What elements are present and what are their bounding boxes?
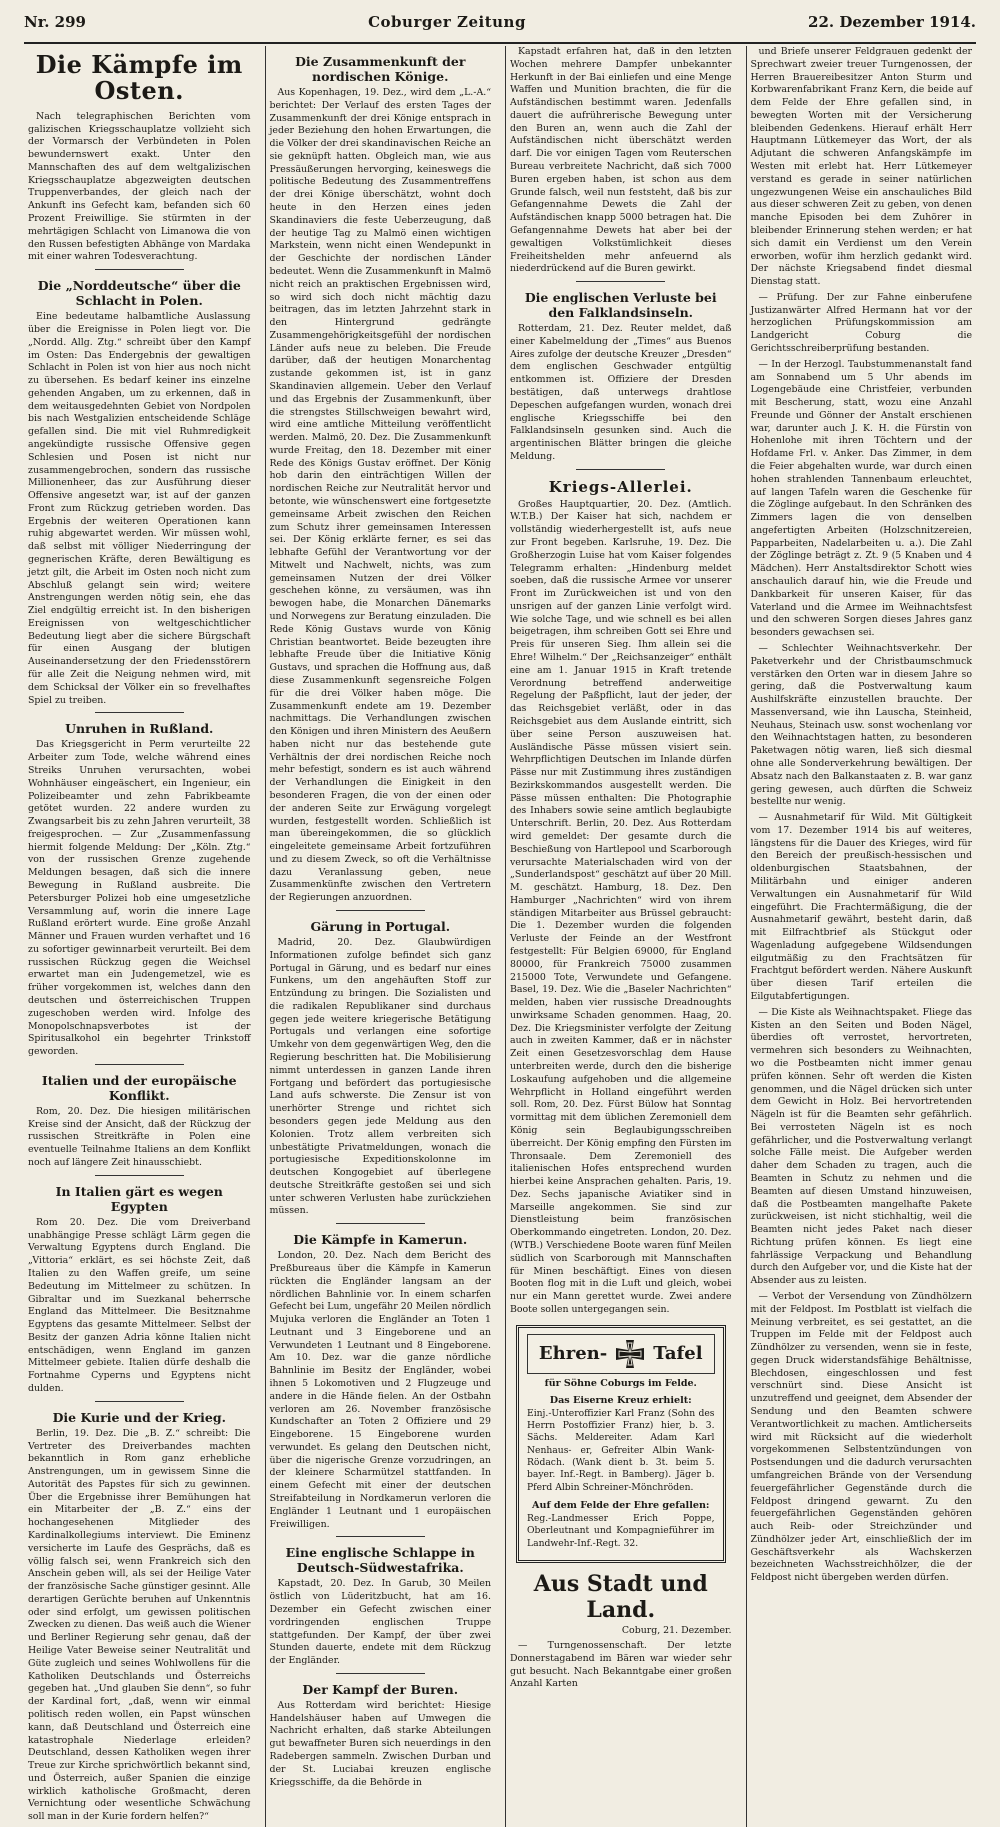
article-text: — Verbot der Versendung von Zündhölzern mit der Feldpost. Im Postblatt ist vielfach die Meinung verbreitet, es sei gestattet, an die Truppen im Felde mit der Feldpost auch Zündhölzer zu versenden, wenn sie in feste, gegen Druck widerstandsfähige Behältnisse, Blechdosen, eingeschlossen und fest verschnürt sind. Diese Ansicht ist unzutreffend und geeignet, dem Absender der Sendung und den Beamten schwere Verantwortlichkeit zu machen. Amtlicherseits wird mit Rücksicht auf die wiederholt vorgekommenen Selbstentzündungen von Postsendungen und die dadurch verursachten umfangreichen Brände von der Versendung feuergefährlicher Gegenstände durch die Feldpost dringend gewarnt. Zu den feuergefährlichen Gegenständen gehören auch Reib- oder Streichzünder und Zündhölzer jeder Art, einschließlich der im Geschäftsverkehr als Wachskerzen bezeichneten Wachsstreichhölzer, die der Feldpost nicht übergeben werden dürfen. — [750, 1291, 972, 1584]
banner-word-right: Tafel — [653, 1343, 703, 1365]
divider — [95, 1175, 184, 1176]
honor-roll-banner — [527, 1334, 715, 1374]
divider — [336, 1536, 425, 1537]
article-heading: Die Kurie und der Krieg. — [52, 1409, 226, 1425]
article-text: London, 20. Dez. Nach dem Bericht des Preßbureaus über die Kämpfe in Kamerun rückten die Engländer langsam an der nördlichen Bahnlinie vor. In einem scharfen Gefecht bei Lum, ungefähr 20 Meilen nördlich Mujuka verloren die Engländer an Toten 1 Leutnant und 3 Eingeborene und an Verwundeten 1 Leutnant und 8 Eingeborene. Am 10. Dez. war die ganze nördliche Bahnlinie im Besitz der Engländer, wobei ihnen 5 Lokomotiven und 2 Flugzeuge und andere in die Hände fielen. An der Ostbahn verloren am 26. November französische Kundschafter an Toten 2 Offiziere und 29 Eingeborene. 15 Eingeborene wurden verwundet. Es gelang den Deutschen nicht, über die nigerische Grenze vorzudringen, an der kleinere Scharmützel stattfanden. In einem Gefecht mit einer der deutschen Streifabteilung in Nordkamerun verloren die Engländer 1 Leutnant und 1 europäischen Freiwilligen. — [269, 1250, 491, 1530]
article-heading: Italien und der europäische Konflikt. — [41, 1072, 237, 1103]
local-news-heading: Aus Stadt und Land. — [533, 1570, 708, 1623]
article-text: — Prüfung. Der zur Fahne einberufene Justizanwärter Alfred Hermann hat vor der herzoglichen Prüfungskommission am Landgericht Coburg die Gerichtsschreiberprüfung bestanden. — [750, 291, 972, 354]
honor-roll-box — [516, 1325, 726, 1563]
divider — [336, 910, 425, 911]
column-4 — [746, 46, 977, 1827]
masthead — [24, 2, 976, 44]
divider — [95, 269, 184, 270]
article-heading: Die Kämpfe in Kamerun. — [293, 1232, 468, 1248]
newspaper-columns — [24, 46, 976, 1823]
honor-roll-text: Einj.-Unteroffizier Karl Franz (Sohn des Herrn Postoffizier Franz) hier, b. 3. Sächs. Meldereiter. Adam Karl Nenhaus- er, Gefreiter Albin Wank-Rödach. (Wank dient b. 3t. beim 5. bayer. Inf.-Regt. in Bamberg). Jäger b. Pferd Albin Schreiner-Mönchröden. — [527, 1407, 715, 1493]
article-heading: Die englischen Verluste bei den Falklandsinseln. — [524, 290, 717, 321]
article-text: — Die Kiste als Weihnachtspaket. Fliege das Kisten an den Seiten und Boden Nägel, überdies oft verrostet, hervortreten, vermehren sich besonders zu Weihnachten, wo die Postbeamten nicht immer genau prüfen können. Sehr oft werden die Kisten genommen, und die Nägel drücken sich unter dem Gewicht in Holz. Bei hervortretenden Nägeln ist für die Beamten sehr gefährlich. Bei verrosteten Nägeln ist es noch gefährlicher, und die Postverwaltung verlangt solche Fälle meist. Die Aufgeber werden daher dem Schaden zu tragen, auch die Beamten in Schutz zu nehmen und die Beamten auf diesen Umstand hinzuweisen, daß die Postbeamten mangelhafte Pakete zurückweisen, ist nicht stichhaltig, weil die Beamten nicht jedes Paket nach dieser Richtung prüfen können. Es liegt eine fahrlässige Verpackung und Behandlung durch den Aufgeber vor, und die Kiste hat der Absender aus zu leisten. — [750, 1006, 972, 1287]
article-text: — Schlechter Weihnachtsverkehr. Der Paketverkehr und der Christbaumschmuck verstärken den Orten war in diesem Jahre so gering, daß die Postverwaltung kaum Aushilfskräfte einzustellen brauchte. Der Massenversand, wie ihn Lauscha, Steinheid, Neuhaus, Steinach usw. sonst wochenlang vor den Weihnachtstagen hatten, zu besonderen Paketwagen nötig waren, ließ sich diesmal ohne alle Sonderverkehrung bewältigen. Der Absatz nach den Balkanstaaten z. B. war ganz gering gewesen, auch dürften die Schweiz bestellte nur wenig. — [750, 642, 972, 808]
article-text: Großes Hauptquartier, 20. Dez. (Amtlich. W.T.B.) Der Kaiser hat sich, nachdem er vollständig wiederhergestellt ist, aufs neue zur Front begeben. Karlsruhe, 19. Dez. Die Großherzogin Luise hat vom Kaiser folgendes Telegramm erhalten: „Hindenburg meldet soeben, daß die russische Armee vor unserer Front im Zurückweichen ist und von den unsrigen auf der ganzen Linie verfolgt wird. Wie solche Tage, und wie schnell es bei allen beigetragen, ihm schreiben Gott sei Ehre und Preis für unseren Sieg. Ihm allein sei die Ehre! Wilhelm.“ Der „Reichsanzeiger“ enthält eine am 1. Januar 1915 in Kraft tretende Verordnung betreffend anderweitige Regelung der Paßpflicht, laut der jeder, der das Reichsgebiet verläßt, oder in das Reichsgebiet aus dem Auslande eintritt, sich über seine Person auszuweisen hat. Ausländische Pässe müssen visiert sein. Wehrpflichtigen Deutschen im Inlande dürfen Pässe nur mit Zustimmung ihres zuständigen Bezirkskommandos ausgestellt werden. Die Pässe müssen enthalten: Die Photographie des Inhabers sowie seine amtlich beglaubigte Unterschrift. Berlin, 20. Dez. Aus Rotterdam wird gemeldet: Der gesamte durch die Beschießung von Hartlepool und Scarborough verursachte Materialschaden wird von der „Sunderlandspost“ geschätzt auf über 20 Mill. M. geschätzt. Hamburg, 18. Dez. Den Hamburger „Nachrichten“ wird von ihrem ständigen Mitarbeiter aus Brüssel gebraucht: Die 1. Dezember wurden die folgenden Verluste der Feinde an der Westfront festgestellt: Für Belgien 69000, für England 80000, für Frankreich 75000 zusammen 215000 Tote, Verwundete und Gefangene. Basel, 19. Dez. Wie die „Baseler Nachrichten“ melden, haben vier russische Dreadnoughts unwirksame Schaden genommen. Haag, 20. Dez. Die Kriegsminister verfolgte der Zeitung auch in zweiten Kammer, daß er in nächster Zeit einen Gesetzesvorschlag dem Hause unterbreiten werde, durch den die bisherige Loskaufung aufgehoben und die allgemeine Wehrpflicht in Holland eingeführt werden soll. Rom, 20. Dez. Fürst Bülow hat Sonntag vormittag mit dem üblichen Zeremoniell dem König sein Beglaubigungsschreiben überreicht. Der König empfing den Fürsten im Thronsaale. Dem Zeremoniell des italienischen Hofes entsprechend wurden hierbei keine Ansprachen gehalten. Paris, 19. Dez. Sechs japanische Aviatiker sind in Marseille angekommen. Sie sind zur Dienstleistung beim französischen Oberkommando eingetreten. London, 20. Dez. (WTB.) Verschiedene Boote waren fünf Meilen südlich von Scarborough mit Mannschaften für Minen beschäftigt. Eines von diesen Booten flog mit in die Luft und gleich, wobei nur ein Mann gerettet wurde. Zwei andere Boote sollen untergegangen sein. — [510, 498, 732, 1315]
article-text: Aus Rotterdam wird berichtet: Hiesige Handelshäuser haben auf Umwegen die Nachricht erhalten, daß starke Abteilungen gut bewaffneter Buren sich neuerdings in den Radebergen sammeln. Zwischen Durban und der St. Luciabai kreuzen englische Kriegsschiffe, da die Behörde in — [269, 1699, 491, 1788]
article-text: Kapstadt erfahren hat, daß in den letzten Wochen mehrere Dampfer unbekannter Herkunft in der Bai einliefen und eine Menge Waffen und Munition brachten, die für die Aufständischen bestimmt waren. Jedenfalls dauert die aufrührerische Bewegung unter den Buren an, wenn auch die Zahl der Aufständischen nicht überschätzt werden darf. Die vor einigen Tagen vom Reuterschen Bureau verbreitete Nachricht, daß sich 7000 Buren ergeben haben, ist schon aus dem Grunde falsch, weil nun feststeht, daß bis zur Gefangennahme Dewets die Zahl der Aufständischen knapp 5000 betragen hat. Die Gefangennahme Dewets hat aber bei der gewaltigen Volkstümlichkeit dieses Freiheitshelden mehr anfeuernd als niederdrückend auf die Buren gewirkt. — [510, 46, 732, 275]
issue-date: 22. Dezember 1914. — [808, 13, 976, 31]
divider — [336, 1223, 425, 1224]
article-text: Nach telegraphischen Berichten vom galizischen Kriegsschauplatze vollzieht sich der Vormarsch der Verbündeten in Polen bewundernswert exakt. Unter den Mannschaften des auf dem weltgalizischen Kriegsschauplatze abgezweigten deutschen Truppenverbandes, der gleich nach der Ankunft ins Gefecht kam, befanden sich 60 Prozent Freiwillige. Sie stürmten in der mehrtägigen Schlacht von Limanowa die von den Russen befestigten Abhänge von Mardaka mit einer wahren Todesverachtung. — [28, 110, 251, 263]
honor-roll-heading: Das Eiserne Kreuz erhielt: — [549, 1394, 692, 1406]
local-news-dateline: Coburg, 21. Dezember. — [621, 1624, 732, 1636]
iron-cross-icon — [615, 1339, 645, 1369]
article-text: Aus Kopenhagen, 19. Dez., wird dem „L.-A.“ berichtet: Der Verlauf des ersten Tages der Zusammenkunft der drei Könige entsprach in jeder Beziehung den hohen Erwartungen, die die Völker der drei skandinavischen Reiche an sie geknüpft hatten. Obgleich man, wie aus Pressäußerungen hervorging, keineswegs die politische Bedeutung des Zusammentreffens der drei Könige überschätzt, wohnt doch heute in den Herzen eines jeden Skandinaviers die feste Ueberzeugung, daß der heutige Tag zu Malmö einen wichtigen Markstein, wenn nicht einen Wendepunkt in der Geschichte der nordischen Länder bedeutet. Wenn die Zusammenkunft in Malmö nicht reich an praktischen Ergebnissen wird, so wird sich doch nicht mächtig dazu beitragen, das im letzten Jahrzehnt stark in den Hintergrund gedrängte Zusammengehörigkeitsgefühl der nordischen Länder aufs neue zu beleben. Die Freude darüber, daß der heutigen Monarchentag zustande gekommen ist, ist in ganz Skandinavien allgemein. Ueber den Verlauf und das Ergebnis der Zusammenkunft, über die strengstes Stillschweigen bewahrt wird, wird eine amtliche Mitteilung veröffentlicht werden. Malmö, 20. Dez. Die Zusammenkunft wurde Freitag, den 18. Dezember mit einer Rede des Königs Gustav eröffnet. Der König hob darin den einträchtigen Willen der nordischen Reiche zur Neutralität hervor und betonte, wie wünschenswert eine fortgesetzte gemeinsame Arbeit zwischen den Reichen zum Schutz ihrer gemeinsamen Interessen sei. Der König erklärte ferner, es sei das lebhafte Gefühl der Verantwortung vor der Mitwelt und Nachwelt, nichts, was zum gemeinsamen Nutzen der drei Völker geschehen könne, zu versäumen, was ihn bewogen habe, die Monarchen Dänemarks und Norwegens zur Beratung einzuladen. Die Rede König Gustavs wurde von König Christian beantwortet. Beide bezeugten ihre lebhafte Freude über die Initiative König Gustavs, und sprachen die Hoffnung aus, daß diese Zusammenkunft segensreiche Folgen für die drei Völker haben möge. Die Zusammenkunft endete am 19. Dezember nachmittags. Die Verhandlungen zwischen den Königen und ihren Ministern des Aeußern haben nicht nur das bestehende gute Verhältnis der drei nordischen Reiche noch mehr befestigt, sondern es ist auch während der Verhandlungen die Einigkeit in den besonderen Fragen, die von der einen oder der anderen Seite zur Erwägung vorgelegt wurden, festgestellt worden. Schließlich ist man übereingekommen, die so glücklich eingeleitete gemeinsame Arbeit fortzuführen und zu diesem Zweck, so oft die Verhältnisse dazu Veranlassung geben, neue Zusammenkünfte zwischen den Vertretern der Regierungen anzuordnen. — [269, 87, 491, 904]
newspaper-title: Coburger Zeitung — [368, 13, 526, 31]
banner-word-left: Ehren- — [538, 1343, 608, 1365]
column-3 — [505, 46, 736, 1827]
honor-roll-subtitle: für Söhne Coburgs im Felde. — [544, 1377, 697, 1389]
article-text: Berlin, 19. Dez. Die „B. Z.“ schreibt: Die Vertreter des Dreiverbandes machten bekanntlich in Rom ganz erhebliche Anstrengungen, um in gewissem Sinne die Autorität des Papstes für sich zu gewinnen. Über die Ergebnisse ihrer Bemühungen hat ein Mitarbeiter der „B. Z.“ eins der hochangesehenen Mitglieder des Kardinalkollegiums interviewt. Die Eminenz versicherte im Laufe des Gesprächs, daß es völlig falsch sei, wenn Frankreich sich den Anschein geben will, als sei der Heilige Vater der französische Sache günstiger gesinnt. Alle derartigen Gerüchte beruhen auf Unkenntnis oder sind erfolgt, um gewissen politischen Zwecken zu dienen. Das weiß auch die Wiener und Berliner Regierung sehr genau, daß der Heilige Vater Beweise seiner Neutralität und Güte zugleich und seines Wohlwollens für die Katholiken Deutschlands und Österreichs gegeben hat. „Und glauben Sie denn“, so fuhr der Kardinal fort, „daß, wenn wir einmal politisch reden wollen, ein Papst wünschen kann, daß Deutschland und Österreich eine katastrophale Niederlage erleiden? Deutschland, dessen Katholiken wegen ihrer Treue zur Kirche sprichwörtlich bekannt sind, und Österreich, außer Spanien die einzige wirklich katholische Großmacht, deren Vernichtung oder wesentliche Schwächung soll man in der Kurie fordern helfen?“ — [28, 1427, 251, 1823]
article-text: Madrid, 20. Dez. Glaubwürdigen Informationen zufolge befindet sich ganz Portugal in Gärung, und es bedarf nur eines Funkens, um den angehäuften Stoff zur Entzündung zu bringen. Die Sozialisten und die radikalen Republikaner sind durchaus gegen jede weitere kriegerische Betätigung Portugals und verlangen eine sofortige Umkehr von dem gegenwärtigen Weg, den die Regierung beschritten hat. Die Mobilisierung nimmt unterdessen in ganzen Lande ihren Fortgang und befördert das portugiesische Land aufs schwerste. Die Zensur ist von unerhörter Strenge und richtet sich besonders gegen jede Meldung aus den Kolonien. Trotz allem verbreiten sich unbestätigte Privatmeldungen, wonach die portugiesische Expeditionskolonne im deutschen Kongogebiet auf überlegene deutsche Streitkräfte gestoßen sei und sich unter schweren Verlusten habe zurückziehen müssen. — [269, 937, 491, 1217]
divider — [95, 1064, 184, 1065]
column-2 — [265, 46, 496, 1827]
divider — [95, 1401, 184, 1402]
honor-roll-text: Reg.-Landmesser Erich Poppe, Oberleutnant und Kompagnieführer im Landwehr-Inf.-Regt. 32. — [527, 1512, 715, 1549]
article-text: Das Kriegsgericht in Perm verurteilte 22 Arbeiter zum Tode, welche während eines Streiks Unruhen verursachten, wobei Wohnhäuser eingeäschert, ein Ingenieur, ein Polizeibeamter und zehn Fabrikbeamte getötet wurden. 22 andere wurden zu Zwangsarbeit bis zu zehn Jahren verurteilt, 38 freigesprochen. — Zur „Zusammenfassung hiermit folgende Meldung: Der „Köln. Ztg.“ von der russischen Grenze zugehende Meldungen besagen, daß sich die innere Bewegung in Rußland ausbreite. Die Petersburger Polizei hob eine umgesetzliche Versammlung auf, worin die innere Lage Rußland erörtert wurde. Eine große Anzahl Männer und Frauen wurden verhaftet und 16 zu sofortiger gewinnarbeit verurteilt. Bei dem russischen Rückzug gegen die Weichsel erwartet man ein Judengemetzel, wie es früher vorgekommen ist, welches dann den deutschen und österreichischen Truppen zugeschoben werden wird. Infolge des Monopolschnapsverbotes ist der Spiritusalkohol ein begehrter Trinkstoff geworden. — [28, 739, 251, 1058]
article-text: Rom 20. Dez. Die vom Dreiverband unabhängige Presse schlägt Lärm gegen die Verwaltung Egyptens durch England. Die „Vittoria“ erklärt, es sei höchste Zeit, daß Italien zu den Waffen greife, um seine Bedeutung im Mittelmeer zu schützen. In Gibraltar und im Suezkanal beherrsche England das Mittelmeer. Die Besitznahme Egyptens das gesamte Mittelmeer. Selbst der Besitz der ganzen Adria könne Italien nicht entschädigen, wenn England im ganzen Mittelmeer gebiete. Italien dürfe deshalb die Fortnahme Cyperns und Egyptens nicht dulden. — [28, 1216, 251, 1394]
article-heading: Gärung in Portugal. — [310, 919, 451, 934]
article-heading: Die Zusammenkunft der nordischen Könige. — [295, 54, 466, 84]
article-heading: Unruhen in Rußland. — [65, 721, 214, 737]
section-heading: Kriegs-Allerlei. — [548, 477, 693, 496]
honor-roll-heading: Auf dem Felde der Ehre gefallen: — [532, 1499, 710, 1511]
article-text: und Briefe unserer Feldgrauen gedenkt der Sprechwart zweier treuer Turngenossen, der Herren Brauereibesitzer Anton Sturm und Korbwarenfabrikant Franz Kern, die beide auf dem Felde der Ehre gefallen sind, in bewegten Worten mit der Versicherung bleibenden Gedenkens. Hierauf erhält Herr Hauptmann Lütkemeyer das Wort, der als Adjutant die schweren Anfangskämpfe im Westen mit erlebt hat. Herr Lütkemeyer verstand es gerade in seiner natürlichen ungezwungenen Weise ein anschauliches Bild aus dieser schweren Zeit zu geben, von denen manche Episoden bei dem Zuhörer in bleibender Erinnerung stehen werden; er hat sich damit ein Verdienst um den Verein erworben, wofür ihm herzlich gedankt wird. Der nächste Kriegsabend findet diesmal Dienstag statt. — [750, 46, 972, 288]
divider — [336, 1673, 425, 1674]
article-text: Rom, 20. Dez. Die hiesigen militärischen Kreise sind der Ansicht, daß der Rückzug der russischen Streitkräfte in Polen eine eventuelle Teilnahme Italiens an dem Konflikt noch auf längere Zeit hinausschiebt. — [28, 1105, 251, 1169]
article-text: — In der Herzogl. Taubstummenanstalt fand am Sonnabend um 5 Uhr abends im Logengebäude eine Christfeier, verbunden mit Bescherung, statt, wozu eine Anzahl Freunde und Gönner der Anstalt erschienen war, darunter auch J. K. H. die Fürstin von Hohenlohe mit ihren Töchtern und der Hofdame Frl. v. Anker. Das Zimmer, in dem die Feier abgehalten wurde, war durch einen hohen strahlenden Tannenbaum erleuchtet, auf langen Tafeln waren die Geschenke für die Zöglinge aufgebaut. In den Schränken des Zimmers lagen die von denselben angefertigten Arbeiten (Holzschnitzereien, Papparbeiten, Nadelarbeiten u. a.). Die Zahl der Zöglinge beträgt z. Zt. 9 (5 Knaben und 4 Mädchen). Herr Anstaltsdirektor Schott wies anschaulich darauf hin, wie die Freude und Dankbarkeit für unseren Kaiser, für das Vaterland und die Armee im Weihnachtsfest und den schweren Sorgen dieses Jahres ganz besonders gewachsen sei. — [750, 358, 972, 639]
article-text: — Turngenossenschaft. Der letzte Donnerstagabend im Bären war wieder sehr gut besucht. Nach Bekanntgabe einer großen Anzahl Karten — [510, 1639, 732, 1690]
article-heading: Eine englische Schlappe in Deutsch-Südwestafrika. — [285, 1545, 475, 1576]
main-headline: Die Kämpfe im Osten. — [35, 50, 243, 106]
divider — [95, 712, 184, 713]
article-text: Eine bedeutame halbamtliche Auslassung über die Ereignisse in Polen liegt vor. Die „Nordd. Allg. Ztg.“ schreibt über den Kampf im Osten: Das Endergebnis der gewaltigen Schlacht in Polen ist von hier aus noch nicht zu übersehen. Es bedarf keiner ins einzelne gehenden Angaben, um zu erkennen, daß in dem weitausgedehnten Gebiet von Nordpolen bis nach Westgalizien entscheidende Schläge gefallen sind. Die mit viel Ruhmredigkeit angekündigte russische Offensive gegen Schlesien und Posen ist nicht nur zusammengebrochen, sondern das russische Millionenheer, das zur Ausführung dieser Offensive angesetzt war, ist auf der ganzen Front zum Rückzug getrieben worden. Das Ergebnis der weiteren Operationen kann ruhig abgewartet werden. Wir müssen wohl, daß selbst mit völliger Niederringung der gegnerischen Kräfte, deren Bewältigung es jetzt gilt, die Arbeit im Osten noch nicht zum Abschluß gelangt sein wird; weitere Anstrengungen werden nötig sein, ehe das Ziel endgültig erreicht ist. In den bisherigen Ereignissen von weltgeschichtlicher Bedeutung liegt aber die sichere Bürgschaft für einen Ausgang der blutigen Auseinandersetzung der den Friedensstörern für alle Zeit die Neigung nehmen wird, mit dem Schicksal der Völker ein so frevelhaftes Spiel zu treiben. — [28, 311, 251, 706]
divider — [576, 469, 665, 470]
issue-number: Nr. 299 — [24, 13, 86, 31]
article-heading: Die „Norddeutsche“ über die Schlacht in Polen. — [37, 278, 241, 309]
article-text: Rotterdam, 21. Dez. Reuter meldet, daß einer Kabelmeldung der „Times“ aus Buenos Aires zufolge der deutsche Kreuzer „Dresden“ dem englischen Geschwader entgültig entkommen ist. Offiziere der Dresden bestätigen, daß unterwegs drahtlose Depeschen aufgefangen wurden, wonach drei englische Kriegsschiffe bei den Falklandsinseln gesunken sind. Auch die argentinischen Blätter bringen die gleiche Meldung. — [510, 323, 732, 462]
article-heading: Der Kampf der Buren. — [302, 1681, 459, 1697]
article-heading: In Italien gärt es wegen Egypten — [55, 1183, 223, 1214]
column-1 — [24, 46, 255, 1827]
article-text: — Ausnahmetarif für Wild. Mit Gültigkeit vom 17. Dezember 1914 bis auf weiteres, längstens für die Dauer des Krieges, wird für den Bereich der preußisch-hessischen und oldenburgischen Staatsbahnen, der Militärbahn und einiger anderen Verwaltungen ein Ausnahmetarif für Wild eingeführt. Die Frachtermäßigung, die der Ausnahmetarif gewährt, besteht darin, daß mit Eilfrachtbrief als Stückgut oder Wagenladung aufgegebene Wildsendungen eilgutmäßig zu den Frachtsätzen für Frachtgut befördert werden. Nähere Auskunft über diesen Tarif erteilen die Eilgutabfertigungen. — [750, 812, 972, 1003]
article-text: Kapstadt, 20. Dez. In Garub, 30 Meilen östlich von Lüderitzbucht, hat am 16. Dezember ein Gefecht zwischen einer vordringenden englischen Truppe stattgefunden. Der Kampf, der über zwei Stunden dauerte, endete mit dem Rückzug der Engländer. — [269, 1578, 491, 1667]
divider — [576, 281, 665, 282]
